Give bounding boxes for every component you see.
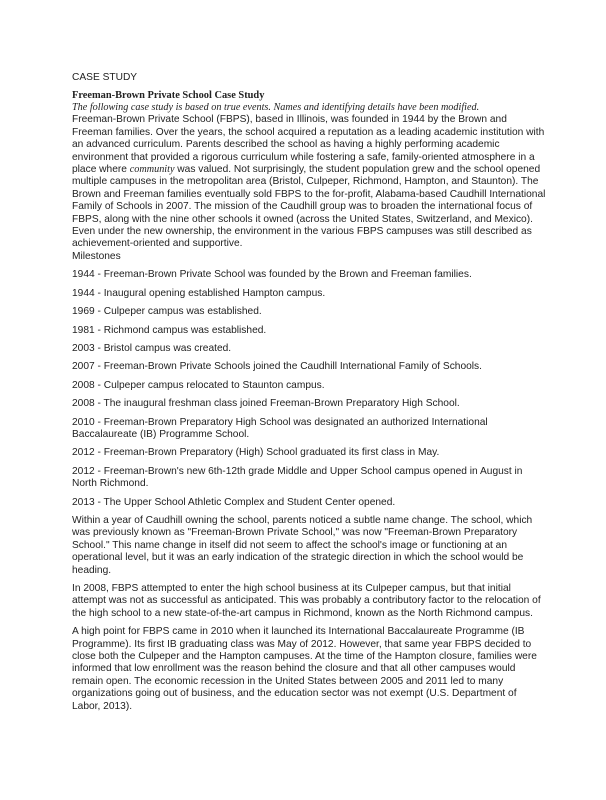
body-paragraph: In 2008, FBPS attempted to enter the high school business at its Culpeper campus, but that initial attempt was not as successful as anticipated. This was probably a contributory factor to the relocation of the high school to a new state-of-the-art campus in Richmond, known as the North Richmond campus. xyxy=(72,583,541,619)
milestone-item: 2012 - Freeman-Brown's new 6th-12th grade Middle and Upper School campus opened in August in North Richmond. xyxy=(72,465,523,490)
intro-emphasis: community xyxy=(129,164,175,176)
milestone-item: 1944 - Freeman-Brown Private School was founded by the Brown and Freeman families. xyxy=(72,269,472,281)
milestone-item: 1944 - Inaugural opening established Hampton campus. xyxy=(72,287,326,299)
milestones-list xyxy=(72,269,546,509)
milestone-item: 2013 - The Upper School Athletic Complex and Student Center opened. xyxy=(72,496,396,508)
body-paragraph: Within a year of Caudhill owning the school, parents noticed a subtle name change. The school, which was previously known as "Freeman-Brown Private School," was now "Freeman-Brown Preparatory School." This name change in itself did not seem to affect the school's image or functioning at an operational level, but it was an early indication of the strategic direction in which the school would be heading. xyxy=(72,514,533,576)
section-label: CASE STUDY xyxy=(72,72,138,83)
milestones-heading: Milestones xyxy=(72,250,121,262)
milestone-item: 2008 - Culpeper campus relocated to Staunton campus. xyxy=(72,379,325,391)
milestone-item: 2008 - The inaugural freshman class joined Freeman-Brown Preparatory High School. xyxy=(72,398,460,410)
case-study-disclaimer: The following case study is based on true events. Names and identifying details have been modified. xyxy=(72,102,480,114)
milestone-item: 2003 - Bristol campus was created. xyxy=(72,342,232,354)
milestone-item: 1969 - Culpeper campus was established. xyxy=(72,306,262,318)
milestone-item: 2012 - Freeman-Brown Preparatory (High) School graduated its first class in May. xyxy=(72,447,440,459)
milestone-item: 1981 - Richmond campus was established. xyxy=(72,324,267,336)
milestone-item: 2010 - Freeman-Brown Preparatory High School was designated an authorized International Baccalaureate (IB) Programme School. xyxy=(72,416,488,440)
milestone-item: 2007 - Freeman-Brown Private Schools joined the Caudhill International Family of Schools. xyxy=(72,361,482,373)
intro-text-a: Freeman-Brown Private School (FBPS), based in Illinois, was founded in 1944 by the Brown and Freeman families. Over the years, the school acquired a reputation as a leading academic institution with an advanced curriculum. Parents described the school as having a highly performing academic environment that provided a rigorous curriculum while fostering a safe, family-oriented atmosphere in a place where xyxy=(72,114,545,176)
body-paragraph: A high point for FBPS came in 2010 when it launched its International Baccalaureate Programme (IB Programme). Its first IB graduating class was May of 2012. However, that same year FBPS decided to close both the Culpeper and the Hampton campuses. At the time of the Hampton closure, families were informed that low enrollment was the reason behind the closure and that all other campuses would remain open. The economic recession in the United States between 2005 and 2011 led to many organizations going out of business, and the education sector was not exempt (U.S. Department of Labor, 2013). xyxy=(72,626,537,712)
case-study-title: Freeman-Brown Private School Case Study xyxy=(72,90,265,102)
intro-paragraph xyxy=(72,114,546,250)
intro-text-b: was valued. Not surprisingly, the student population grew and the school opened multiple campuses in the metropolitan area (Bristol, Culpeper, Richmond, Hampton, and Staunton). The Brown and Freeman families eventually sold FBPS to the for-profit, Alabama-based Caudhill International Family of Schools in 2007. The mission of the Caudhill group was to broaden the international focus of FBPS, along with the nine other schools it owned (across the United States, Switzerland, and Mexico). Even under the new ownership, the environment in the various FBPS campuses was still described as achievement-oriented and supportive. xyxy=(72,164,546,250)
